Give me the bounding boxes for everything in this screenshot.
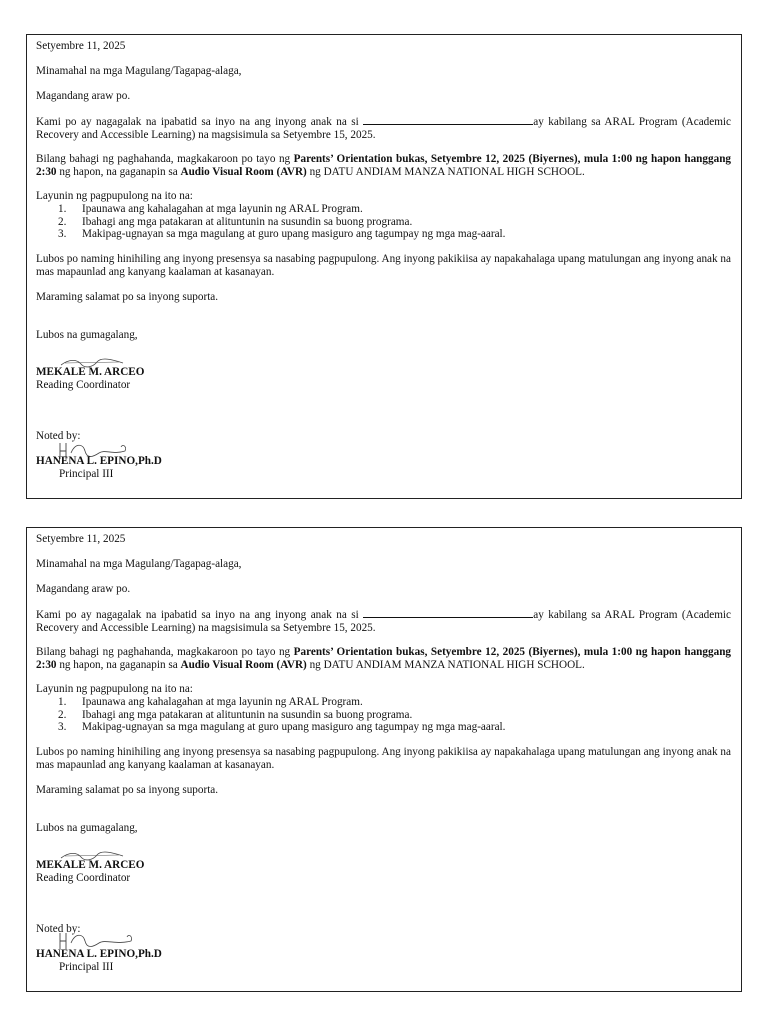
list-item	[36, 696, 731, 709]
orientation-text-c: ng hapon, na gaganapin sa	[56, 165, 181, 178]
orientation-text-a: Bilang bahagi ng paghahanda, magkakaroon po tayo ng	[36, 646, 294, 658]
list-text: Makipag-ugnayan sa mga magulang at guro upang masiguro ang tagumpay ng mga mag-aaral.	[82, 721, 506, 734]
objectives-list	[36, 203, 731, 241]
paragraph-request: Lubos po naming hinihiling ang inyong presensya sa nasabing pagpupulong. Ang inyong pakikiisa ay napakahalaga upang matulungan ang inyong anak na mas mapaunlad ang kanyang kaalaman at kasanayan.	[36, 253, 731, 278]
list-text: Ipaunawa ang kahalagahan at mga layunin ng ARAL Program.	[82, 696, 363, 708]
orientation-text-a: Bilang bahagi ng paghahanda, magkakaroon po tayo ng	[36, 153, 294, 165]
list-number: 1.	[58, 696, 67, 708]
letter-2	[26, 527, 742, 992]
thanks: Maraming salamat po sa inyong suporta.	[36, 784, 219, 796]
closing: Lubos na gumagalang,	[36, 822, 138, 834]
letter-date: Setyembre 11, 2025	[36, 533, 126, 545]
list-text: Ipaunawa ang kahalagahan at mga layunin ng ARAL Program.	[82, 203, 363, 215]
list-item	[36, 709, 731, 722]
list-number: 2.	[58, 708, 67, 721]
salutation: Minamahal na mga Magulang/Tagapag-alaga,	[36, 558, 242, 570]
list-number: 1.	[58, 203, 67, 215]
list-number: 2.	[58, 215, 67, 228]
orientation-text-e: ng DATU ANDIAM MANZA NATIONAL HIGH SCHOOL.	[306, 165, 585, 178]
paragraph-enrollment-end: ay kabilang sa ARAL Program (Academic Recovery and Accessible Learning) na magsisimula sa Setyembre 15, 2025.	[36, 609, 731, 634]
greeting: Magandang araw po.	[36, 90, 131, 102]
list-text: Makipag-ugnayan sa mga magulang at guro upang masiguro ang tagumpay ng mga mag-aaral.	[82, 228, 506, 241]
signer-1-title: Reading Coordinator	[36, 872, 131, 884]
greeting: Magandang araw po.	[36, 583, 131, 595]
signer-2-name: HANENA L. EPINO,Ph.D	[36, 948, 162, 960]
letter-date: Setyembre 11, 2025	[36, 40, 126, 52]
student-name-blank	[363, 115, 533, 125]
list-item	[36, 228, 731, 241]
orientation-venue: Audio Visual Room (AVR)	[180, 165, 307, 178]
orientation-schedule: Parents’ Orientation bukas, Setyembre 12, 2025 (Biyernes), mula 1:00 ng hapon hanggang 2:30	[36, 153, 732, 178]
paragraph-enrollment	[36, 115, 731, 141]
thanks: Maraming salamat po sa inyong suporta.	[36, 291, 219, 303]
paragraph-orientation	[36, 646, 731, 671]
orientation-text-e: ng DATU ANDIAM MANZA NATIONAL HIGH SCHOOL.	[306, 658, 585, 671]
signer-2-title: Principal III	[59, 468, 114, 480]
paragraph-enrollment-start: Kami po ay nagagalak na ipabatid sa inyo na ang inyong anak na si	[36, 116, 364, 128]
closing: Lubos na gumagalang,	[36, 329, 138, 341]
paragraph-enrollment	[36, 608, 731, 634]
signer-1-name: MEKALE M. ARCEO	[36, 366, 145, 378]
salutation: Minamahal na mga Magulang/Tagapag-alaga,	[36, 65, 242, 77]
paragraph-orientation	[36, 153, 731, 178]
list-item	[36, 721, 731, 734]
orientation-venue: Audio Visual Room (AVR)	[180, 658, 307, 671]
paragraph-enrollment-end: ay kabilang sa ARAL Program (Academic Recovery and Accessible Learning) na magsisimula sa Setyembre 15, 2025.	[36, 116, 731, 141]
objectives-list	[36, 696, 731, 734]
paragraph-enrollment-start: Kami po ay nagagalak na ipabatid sa inyo na ang inyong anak na si	[36, 609, 364, 621]
list-number: 3.	[58, 721, 67, 734]
objectives-heading: Layunin ng pagpupulong na ito na:	[36, 190, 193, 202]
noted-by: Noted by:	[36, 430, 81, 442]
student-name-blank	[363, 608, 533, 618]
orientation-text-c: ng hapon, na gaganapin sa	[56, 658, 181, 671]
letter-1	[26, 34, 742, 499]
signer-1-title: Reading Coordinator	[36, 379, 131, 391]
signer-1-name: MEKALE M. ARCEO	[36, 859, 145, 871]
list-number: 3.	[58, 228, 67, 241]
noted-by: Noted by:	[36, 923, 81, 935]
list-item	[36, 203, 731, 216]
objectives-heading: Layunin ng pagpupulong na ito na:	[36, 683, 193, 695]
signer-2-title: Principal III	[59, 961, 114, 973]
list-text: Ibahagi ang mga patakaran at alituntunin na susundin sa buong programa.	[82, 708, 413, 721]
signer-2-name: HANENA L. EPINO,Ph.D	[36, 455, 162, 467]
list-text: Ibahagi ang mga patakaran at alituntunin na susundin sa buong programa.	[82, 215, 413, 228]
orientation-schedule: Parents’ Orientation bukas, Setyembre 12, 2025 (Biyernes), mula 1:00 ng hapon hanggang 2:30	[36, 646, 732, 671]
list-item	[36, 216, 731, 229]
paragraph-request: Lubos po naming hinihiling ang inyong presensya sa nasabing pagpupulong. Ang inyong pakikiisa ay napakahalaga upang matulungan ang inyong anak na mas mapaunlad ang kanyang kaalaman at kasanayan.	[36, 746, 731, 771]
